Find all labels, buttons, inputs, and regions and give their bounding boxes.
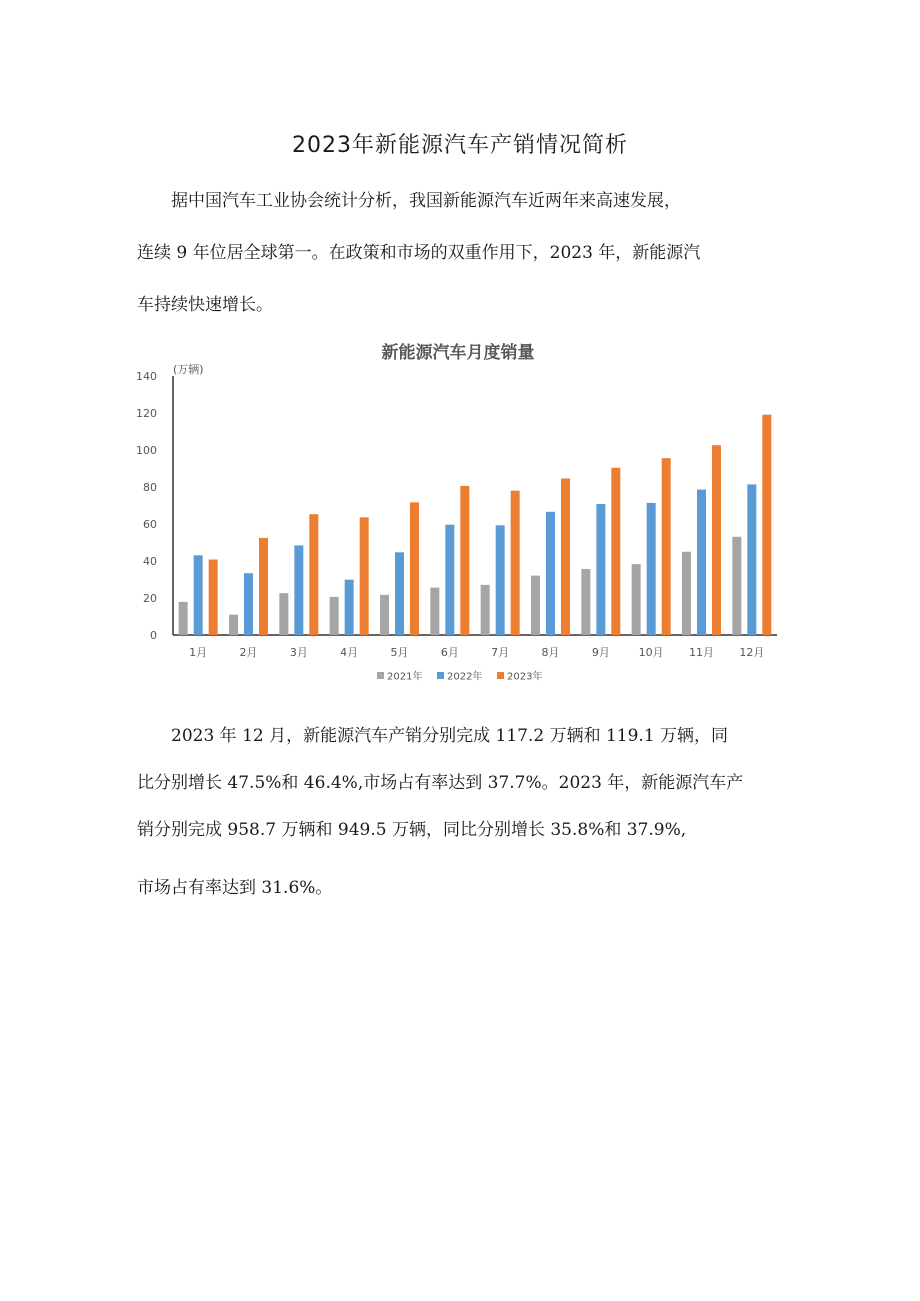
bar-2021年-3月 xyxy=(279,593,288,635)
x-tick-label: 9月 xyxy=(591,646,610,659)
bar-2021年-12月 xyxy=(732,537,741,635)
y-tick-label: 140 xyxy=(136,370,157,383)
x-tick-label: 6月 xyxy=(440,646,459,659)
y-tick-label: 60 xyxy=(143,518,157,531)
bar-2022年-7月 xyxy=(496,525,505,635)
x-tick-label: 1月 xyxy=(189,646,208,659)
monthly-sales-chart xyxy=(135,335,785,695)
x-tick-label: 10月 xyxy=(638,646,664,659)
bar-2021年-6月 xyxy=(430,588,439,635)
bar-2022年-12月 xyxy=(747,484,756,635)
x-tick-label: 12月 xyxy=(739,646,765,659)
y-tick-label: 100 xyxy=(136,444,157,457)
bar-2022年-10月 xyxy=(647,503,656,635)
bar-2021年-10月 xyxy=(632,564,641,635)
bar-2022年-5月 xyxy=(395,552,404,635)
bar-2023年-4月 xyxy=(360,517,369,635)
y-tick-label: 120 xyxy=(136,407,157,420)
bar-2021年-11月 xyxy=(682,552,691,635)
x-tick-label: 11月 xyxy=(689,646,714,659)
bar-2022年-2月 xyxy=(244,573,253,635)
bar-2021年-5月 xyxy=(380,595,389,635)
y-tick-label: 20 xyxy=(143,592,157,605)
bar-2022年-9月 xyxy=(596,504,605,635)
bar-2021年-1月 xyxy=(179,602,188,635)
bar-2023年-7月 xyxy=(511,491,520,635)
bar-2021年-7月 xyxy=(481,585,490,635)
bar-2023年-8月 xyxy=(561,478,570,635)
text-line: 比分别增长 47.5%和 46.4%,市场占有率达到 37.7%。2023 年，新能源汽车产 xyxy=(137,773,744,793)
bar-2022年-3月 xyxy=(294,545,303,635)
bar-2023年-1月 xyxy=(209,560,218,635)
bar-2023年-3月 xyxy=(309,514,318,635)
bar-2022年-1月 xyxy=(194,555,203,635)
text-line: 连续 9 年位居全球第一。在政策和市场的双重作用下，2023 年，新能源汽 xyxy=(137,243,701,263)
y-tick-label: 40 xyxy=(143,555,157,568)
legend-swatch-2023年 xyxy=(497,672,504,679)
bar-2021年-2月 xyxy=(229,615,238,635)
legend-swatch-2021年 xyxy=(377,672,384,679)
x-tick-label: 3月 xyxy=(289,646,308,659)
document-title: 2023年新能源汽车产销情况简析 xyxy=(292,133,628,158)
text-line: 车持续快速增长。 xyxy=(137,295,273,315)
bar-2022年-6月 xyxy=(445,525,454,635)
bar-2022年-11月 xyxy=(697,490,706,635)
legend-label: 2023年 xyxy=(507,671,543,683)
legend-label: 2022年 xyxy=(447,671,483,683)
legend-label: 2021年 xyxy=(387,671,423,683)
x-tick-label: 2月 xyxy=(239,646,258,659)
x-tick-label: 8月 xyxy=(541,646,560,659)
bar-2021年-9月 xyxy=(581,569,590,635)
bar-2023年-9月 xyxy=(611,468,620,635)
bar-2022年-4月 xyxy=(345,580,354,635)
chart-title: 新能源汽车月度销量 xyxy=(381,343,535,363)
bar-2023年-10月 xyxy=(662,458,671,635)
bar-2023年-6月 xyxy=(460,486,469,635)
bar-2023年-12月 xyxy=(762,415,771,635)
text-line: 2023 年 12 月，新能源汽车产销分别完成 117.2 万辆和 119.1 万辆，同 xyxy=(137,726,729,746)
y-tick-label: 80 xyxy=(143,481,157,494)
bar-2023年-2月 xyxy=(259,538,268,635)
bar-2023年-11月 xyxy=(712,445,721,635)
x-tick-label: 5月 xyxy=(390,646,409,659)
x-tick-label: 4月 xyxy=(340,646,359,659)
bar-2022年-8月 xyxy=(546,512,555,635)
y-tick-label: 0 xyxy=(150,629,157,642)
legend-swatch-2022年 xyxy=(437,672,444,679)
x-tick-label: 7月 xyxy=(491,646,510,659)
text-line: 市场占有率达到 31.6%。 xyxy=(137,878,333,898)
y-axis-unit-label: (万辆) xyxy=(173,363,204,376)
text-line: 据中国汽车工业协会统计分析，我国新能源汽车近两年来高速发展， xyxy=(137,191,681,211)
bar-2021年-8月 xyxy=(531,576,540,635)
text-line: 销分别完成 958.7 万辆和 949.5 万辆，同比分别增长 35.8%和 37.9%, xyxy=(137,820,687,840)
bar-2021年-4月 xyxy=(330,597,339,635)
bar-2023年-5月 xyxy=(410,502,419,635)
